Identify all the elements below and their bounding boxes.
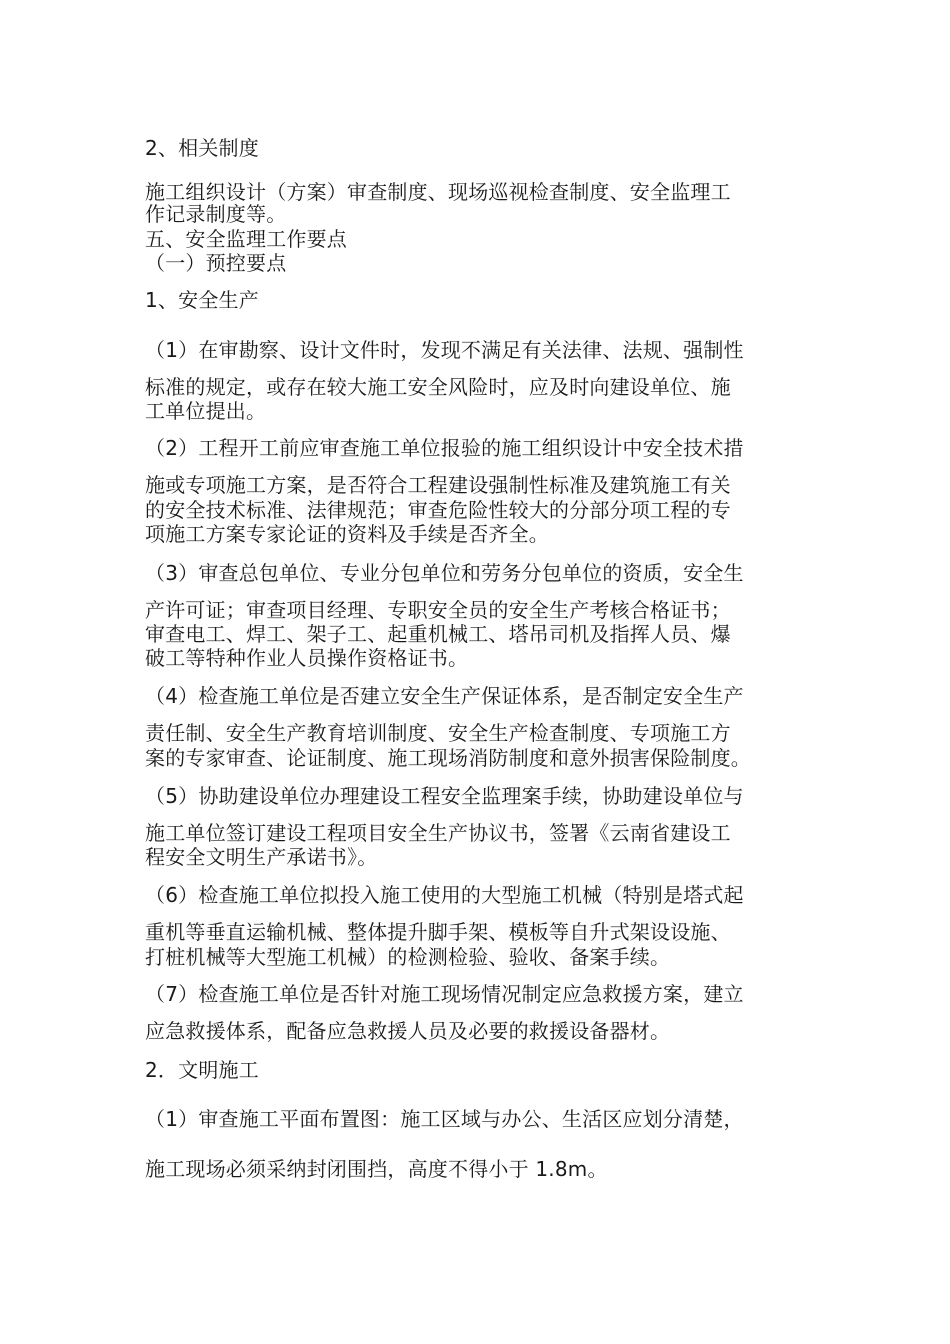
paragraph-line: （4）检查施工单位是否建立安全生产保证体系，是否制定安全生产 (145, 684, 744, 708)
paragraph-line: 案的专家审查、论证制度、施工现场消防制度和意外损害保险制度。 (145, 746, 751, 770)
paragraph-line: 责任制、安全生产教育培训制度、安全生产检查制度、专项施工方 (145, 721, 731, 745)
paragraph-line: 程安全文明生产承诺书》。 (145, 845, 378, 869)
paragraph-line: 重机等垂直运输机械、整体提升脚手架、模板等自升式架设设施、 (145, 920, 731, 944)
paragraph-line: （3）审查总包单位、专业分包单位和劳务分包单位的资质，安全生 (145, 561, 744, 585)
paragraph-line: 作记录制度等。 (145, 202, 287, 226)
paragraph-line: 工单位提出。 (145, 399, 267, 423)
paragraph-line: 项施工方案专家论证的资料及手续是否齐全。 (145, 522, 549, 546)
item-heading-safety-production: 1、安全生产 (145, 288, 259, 312)
paragraph-line: （6）检查施工单位拟投入施工使用的大型施工机械（特别是塔式起 (145, 883, 744, 907)
paragraph-line: （7）检查施工单位是否针对施工现场情况制定应急救援方案，建立 (145, 982, 744, 1006)
subsection-heading-precontrol: （一）预控要点 (145, 251, 287, 275)
paragraph-line: 破工等特种作业人员操作资格证书。 (145, 646, 469, 670)
paragraph-line: 审查电工、焊工、架子工、起重机械工、塔吊司机及指挥人员、爆 (145, 622, 731, 646)
paragraph-line: 产许可证；审查项目经理、专职安全员的安全生产考核合格证书； (145, 598, 731, 622)
paragraph-line: 打桩机械等大型施工机械）的检测检验、验收、备案手续。 (145, 945, 671, 969)
paragraph-line: 施工组织设计（方案）审查制度、现场巡视检查制度、安全监理工 (145, 180, 731, 204)
paragraph-line: 的安全技术标准、法律规范；审查危险性较大的分部分项工程的专 (145, 498, 731, 522)
section-heading-key-points: 五、安全监理工作要点 (145, 227, 347, 251)
paragraph-line: 施工现场必须采纳封闭围挡，高度不得小于 1.8m。 (145, 1157, 608, 1181)
paragraph-line: （1）在审勘察、设计文件时，发现不满足有关法律、法规、强制性 (145, 338, 744, 362)
section-heading-related-systems: 2、相关制度 (145, 136, 259, 160)
item-heading-civilized-construction: 2．文明施工 (145, 1058, 259, 1082)
paragraph-line: （1）审查施工平面布置图：施工区域与办公、生活区应划分清楚， (145, 1107, 744, 1131)
paragraph-line: 施工单位签订建设工程项目安全生产协议书，签署《云南省建设工 (145, 821, 731, 845)
paragraph-line: （2）工程开工前应审查施工单位报验的施工组织设计中安全技术措 (145, 436, 744, 460)
paragraph-line: 应急救援体系，配备应急救援人员及必要的救援设备器材。 (145, 1019, 671, 1043)
paragraph-line: 施或专项施工方案，是否符合工程建设强制性标准及建筑施工有关 (145, 473, 731, 497)
paragraph-line: （5）协助建设单位办理建设工程安全监理案手续，协助建设单位与 (145, 784, 744, 808)
paragraph-line: 标准的规定，或存在较大施工安全风险时，应及时向建设单位、施 (145, 375, 731, 399)
